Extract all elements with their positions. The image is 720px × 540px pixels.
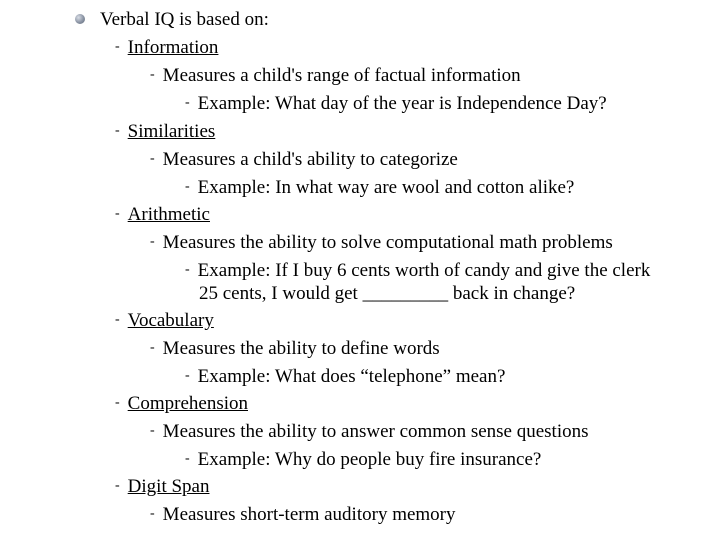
dash-bullet-icon: - <box>185 179 190 194</box>
dash-bullet-icon: - <box>185 262 190 277</box>
subtest-measure: - Measures the ability to solve computational math problems <box>150 232 613 253</box>
dash-bullet-icon: - <box>115 123 120 138</box>
subtest-item-similarities <box>115 121 215 145</box>
dash-bullet-icon: - <box>150 506 155 521</box>
dash-bullet-icon: - <box>150 340 155 355</box>
dash-bullet-icon: - <box>150 423 155 438</box>
subtest-measure: - Measures the ability to answer common sense questions <box>150 421 589 442</box>
subtest-name: Information <box>127 37 219 58</box>
subtest-measure: - Measures the ability to define words <box>150 338 440 359</box>
dash-bullet-icon: - <box>115 206 120 221</box>
dash-bullet-icon: - <box>115 478 120 493</box>
subtest-item-comprehension <box>115 393 248 417</box>
subtest-example: - Example: Why do people buy fire insurance? <box>185 449 542 470</box>
subtest-example: - Example: What day of the year is Independence Day? <box>185 93 607 114</box>
subtest-name: Arithmetic <box>127 204 210 225</box>
dash-bullet-icon: - <box>150 67 155 82</box>
subtest-item-arithmetic <box>115 204 210 228</box>
subtest-name: Comprehension <box>127 393 248 414</box>
subtest-example: - Example: What does “telephone” mean? <box>185 366 506 387</box>
subtest-measure: - Measures short-term auditory memory <box>150 504 456 525</box>
dash-bullet-icon: - <box>185 368 190 383</box>
subtest-measure: - Measures a child's range of factual information <box>150 65 521 86</box>
sphere-bullet-icon <box>75 14 85 24</box>
slide-title: Verbal IQ is based on: <box>100 9 269 30</box>
dash-bullet-icon: - <box>185 95 190 110</box>
dash-bullet-icon: - <box>115 39 120 54</box>
subtest-item-information <box>115 37 218 61</box>
subtest-item-vocabulary <box>115 310 214 334</box>
subtest-measure: - Measures a child's ability to categorize <box>150 149 458 170</box>
subtest-example: - Example: In what way are wool and cotton alike? <box>185 177 575 198</box>
subtest-name: Digit Span <box>127 476 210 497</box>
dash-bullet-icon: - <box>150 151 155 166</box>
subtest-name: Vocabulary <box>127 310 214 331</box>
dash-bullet-icon: - <box>115 312 120 327</box>
dash-bullet-icon: - <box>150 234 155 249</box>
dash-bullet-icon: - <box>115 395 120 410</box>
subtest-example: - Example: If I buy 6 cents worth of candy and give the clerk <box>185 260 651 281</box>
dash-bullet-icon: - <box>185 451 190 466</box>
subtest-example-continuation: 25 cents, I would get _________ back in change? <box>199 283 576 304</box>
subtest-item-digit-span <box>115 476 209 500</box>
subtest-name: Similarities <box>127 121 216 142</box>
